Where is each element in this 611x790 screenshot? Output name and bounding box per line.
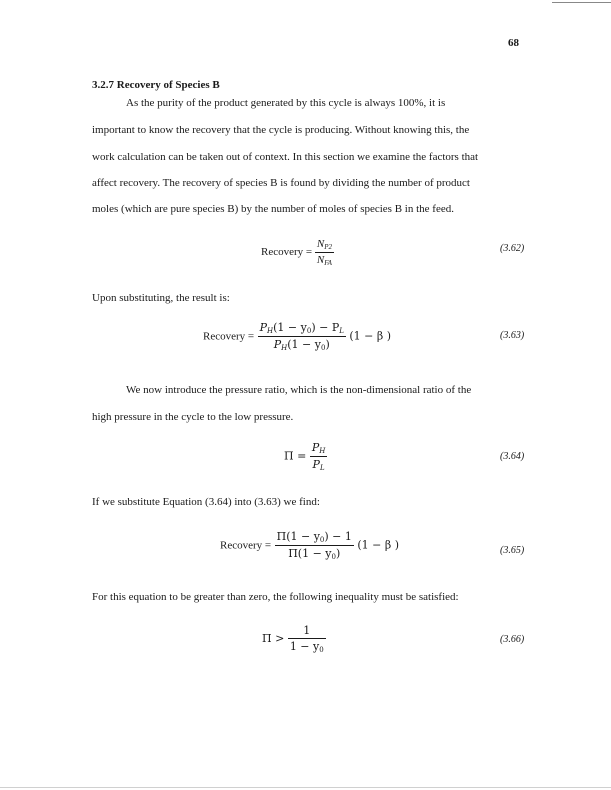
eq-3-66-fraction: $\frac{1}{1 - y_0}$	[289, 624, 324, 654]
equation-3-63	[203, 321, 391, 352]
text-substitute-equation: If we substitute Equation (3.64) into (3.63) we find:	[92, 496, 320, 508]
eq-number-3-65: (3.65)	[500, 545, 525, 556]
eq-3-65-lhs: Recovery =	[220, 539, 272, 552]
text-upon-substituting: Upon substituting, the result is:	[92, 292, 230, 304]
eq-3-62-lhs: Recovery =	[261, 246, 313, 259]
eq-3-63-fraction: $\frac{P_H(1 - y_0) - P_L}{P_H(1 - y_0)}$	[259, 321, 344, 352]
eq-3-63-lhs: Recovery =	[203, 330, 255, 343]
paragraph1-line1: As the purity of the product generated by this cycle is always 100%, it is	[126, 97, 446, 109]
scan-bottom-line	[0, 787, 611, 788]
eq-number-3-64: (3.64)	[500, 451, 525, 462]
section-number: 3.2.7	[92, 79, 114, 91]
paragraph1-line2: important to know the recovery that the cycle is producing. Without knowing this, the	[92, 124, 470, 136]
eq-3-64-lhs: Π =	[284, 449, 307, 463]
eq-number-3-62: (3.62)	[500, 243, 525, 254]
paragraph2-line2: high pressure in the cycle to the low pressure.	[92, 411, 294, 423]
eq-3-64-fraction: $\frac{P_H}{P_L}$	[311, 441, 326, 472]
paragraph1-line3: work calculation can be taken out of context. In this section we examine the factors that	[92, 151, 479, 163]
equation-3-66	[262, 624, 326, 654]
page-number: 68	[508, 37, 519, 49]
eq-3-66-lhs: Π >	[262, 632, 285, 645]
section-title: Recovery of Species B	[116, 79, 220, 91]
paragraph1-line4: affect recovery. The recovery of species B is found by dividing the number of product	[92, 177, 470, 189]
equation-3-62	[261, 238, 334, 267]
equation-3-65	[220, 530, 399, 561]
section-heading	[92, 79, 220, 91]
paragraph1-line5: moles (which are pure species B) by the number of moles of species B in the feed.	[92, 203, 454, 215]
eq-3-63-factor: (1 − β )	[349, 329, 392, 343]
equation-3-64	[284, 441, 327, 472]
eq-number-3-66: (3.66)	[500, 634, 525, 645]
eq-3-62-fraction: $\frac{N_{P2}}{N_{FA}}$	[316, 238, 332, 267]
scan-edge-line	[552, 2, 611, 3]
eq-number-3-63: (3.63)	[500, 330, 525, 341]
paragraph2-line1: We now introduce the pressure ratio, which is the non-dimensional ratio of the	[126, 384, 472, 396]
text-inequality: For this equation to be greater than zero, the following inequality must be satisfied:	[92, 591, 459, 603]
eq-3-65-factor: (1 − β )	[357, 538, 400, 552]
eq-3-65-fraction: $\frac{\Pi(1 - y_0) - 1}{\Pi(1 - y_0)}$	[276, 530, 352, 561]
